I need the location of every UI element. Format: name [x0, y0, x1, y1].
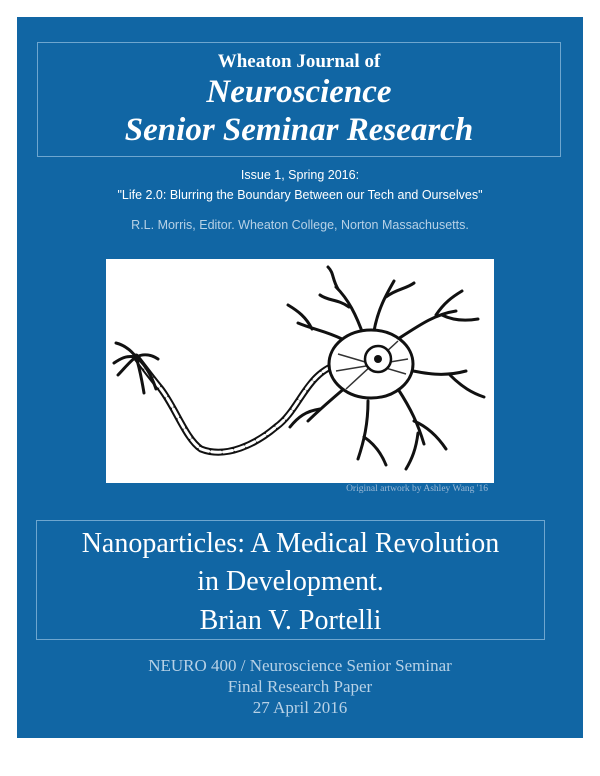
issue-number: Issue 1, Spring 2016: — [240, 168, 360, 182]
neuron-illustration — [106, 259, 494, 483]
course-line-1: NEURO 400 / Neuroscience Senior Seminar — [148, 656, 452, 675]
issue-editor: R.L. Morris, Editor. Wheaton College, Norton Massachusetts. — [131, 218, 469, 232]
paper-title-line-2: in Development. — [197, 566, 384, 597]
course-line-2: Final Research Paper — [227, 677, 373, 696]
neuron-artwork — [106, 259, 494, 483]
course-date: 27 April 2016 — [252, 698, 348, 717]
paper-title-box — [36, 520, 545, 640]
issue-theme: "Life 2.0: Blurring the Boundary Between our Tech and Ourselves" — [117, 188, 483, 202]
course-info — [17, 655, 583, 718]
journal-title-box — [37, 42, 561, 157]
artwork-credit: Original artwork by Ashley Wang '16 — [346, 484, 488, 494]
journal-cover — [17, 17, 583, 738]
paper-title-line-1: Nanoparticles: A Medical Revolution — [81, 528, 500, 559]
journal-name: Wheaton Journal of — [217, 51, 381, 72]
journal-title-line-2: Senior Seminar Research — [124, 112, 474, 148]
paper-author: Brian V. Portelli — [199, 605, 382, 636]
journal-title-line-1: Neuroscience — [206, 74, 392, 110]
